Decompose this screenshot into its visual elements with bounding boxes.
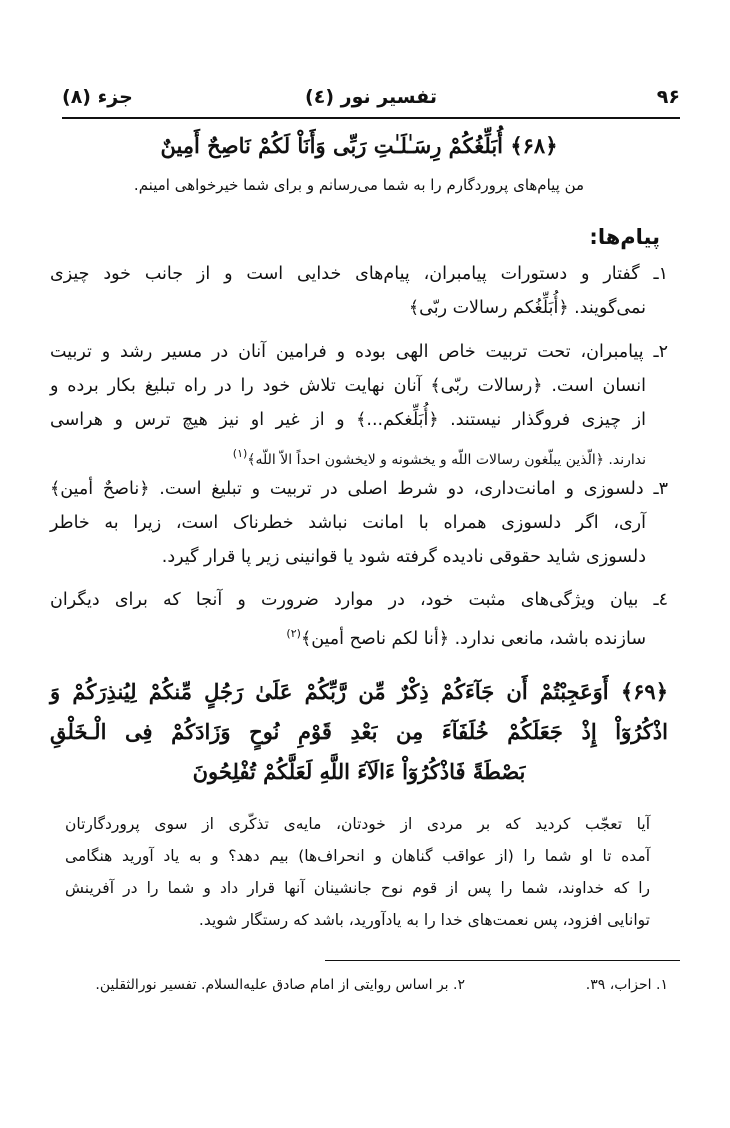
header-divider	[62, 117, 680, 119]
message-line: از چیزی فروگذار نیستند. ﴿أُبَلِّغكم...﴾ و از غیر او نیز هیچ ترس و هراسی	[50, 410, 646, 430]
page-header	[62, 84, 680, 118]
translation-line: توانایی افزود، پس نعمت‌های خدا را به یادآورید، باشد که رستگار شوید.	[198, 911, 650, 929]
verse-69-line: بَصْطَةً فَاذْكُرُوٓاْ ءَالَآءَ اللَّهِ لَعَلَّكُمْ تُفْلِحُونَ	[192, 759, 526, 784]
verse-68-translation: من پیام‌های پروردگارم را به شما می‌رسانم و برای شما خیرخواهی امینم.	[133, 176, 585, 194]
message-2	[50, 335, 668, 477]
quote-reference: ندارند. ﴿الّذين يبلّغون رسالات اللّه و يخشونه و لايخشون احداً الاّ اللّه﴾	[247, 451, 646, 468]
verse-68-number: ﴿۶۸﴾	[510, 133, 558, 158]
running-title: تفسیر نور (٤)	[305, 86, 437, 108]
verse-69	[50, 672, 668, 792]
message-line: ۳ـ دلسوزی و امانت‌داری، دو شرط اصلی در تربیت و تبلیغ است. ﴿ناصحٌ أمين﴾	[50, 479, 668, 499]
footnote-mark-2: (۲)	[286, 627, 301, 640]
verse-68-text: أُبَلِّغُكُمْ رِسَـٰلَـٰتِ رَبِّى وَأَنَاْ لَكُمْ نَاصِحٌ أَمِينٌ	[160, 133, 504, 158]
juz-label: جزء (۸)	[62, 86, 133, 108]
verse-69-translation	[65, 808, 650, 936]
message-line: انسان است. ﴿رسالات ربّى﴾ آنان نهایت تلاش خود را در راه تبلیغ بکار برده و	[50, 376, 646, 396]
message-line: ٤ـ بیان ویژگی‌های مثبت خود، در موارد ضرورت و آنجا که برای دیگران	[50, 590, 668, 610]
message-line: آری، اگر دلسوزی همراه با امانت نباشد خطرناک است، زیرا به خاطر	[50, 513, 646, 533]
message-3	[50, 472, 668, 574]
footnote-mark-1: (۱)	[232, 447, 248, 460]
translation-line: آیا تعجّب کردید که بر مردی از خودتان، مایه‌ی تذکّری از سوی پروردگارتان	[65, 815, 650, 833]
verse-69-line	[50, 672, 668, 712]
message-line: دلسوزی شاید حقوقی نادیده گرفته شود یا قوانینی زیر پا قرار گیرد.	[161, 547, 646, 567]
message-4	[50, 583, 668, 656]
messages-heading: پیام‌ها:	[589, 225, 660, 249]
translation-line: آمده تا او شما را (از عواقب گناهان و انحراف‌ها) بیم دهد؟ و به یاد آورید هنگامی	[65, 847, 650, 865]
message-line-with-footnote	[50, 617, 668, 656]
verse-69-number: ﴿۶۹﴾	[620, 679, 668, 704]
footnote-divider	[325, 960, 680, 961]
verse-69-text: أَوَعَجِبْتُمْ أَن جَآءَكُمْ ذِكْرٌ مِّن رَّبِّكُمْ عَلَىٰ رَجُلٍ مِّنكُمْ لِيُنذِرَكُمْ وَ	[50, 679, 609, 704]
translation-line: را که خداوند، شما را پس از قوم نوح جانشینان آنها قرار داد و شما را در آفرینش	[65, 879, 650, 897]
message-line-with-footnote	[50, 437, 668, 477]
message-text: سازنده باشد، مانعی ندارد. ﴿أنا لكم ناصح أمين﴾	[300, 628, 646, 649]
message-line: نمی‌گویند. ﴿أُبَلِّغُكم رسالات ربّى﴾	[408, 298, 646, 318]
message-line: ۲ـ پیامبران، تحت تربیت خاص الهی بوده و فرامین آنان در مسیر رشد و تربیت	[50, 342, 668, 362]
footnote-2: ۲. بر اساس روایتی از امام صادق عليه‌السلام. تفسیر نورالثقلین.	[95, 977, 465, 993]
message-line: ۱ـ گفتار و دستورات پیامبران، پیام‌های خدایی است و از جانب خود چیزی	[50, 264, 668, 284]
verse-68	[50, 126, 668, 166]
footnote-1: ۱. احزاب، ۳۹.	[585, 977, 668, 993]
message-1	[50, 257, 668, 325]
verse-69-line: اذْكُرُوٓاْ إِذْ جَعَلَكُمْ خُلَفَآءَ مِن بَعْدِ قَوْمِ نُوحٍ وَزَادَكُمْ فِى الْـخَلْقِ	[50, 719, 668, 744]
page-number: ۹۶	[656, 86, 680, 108]
